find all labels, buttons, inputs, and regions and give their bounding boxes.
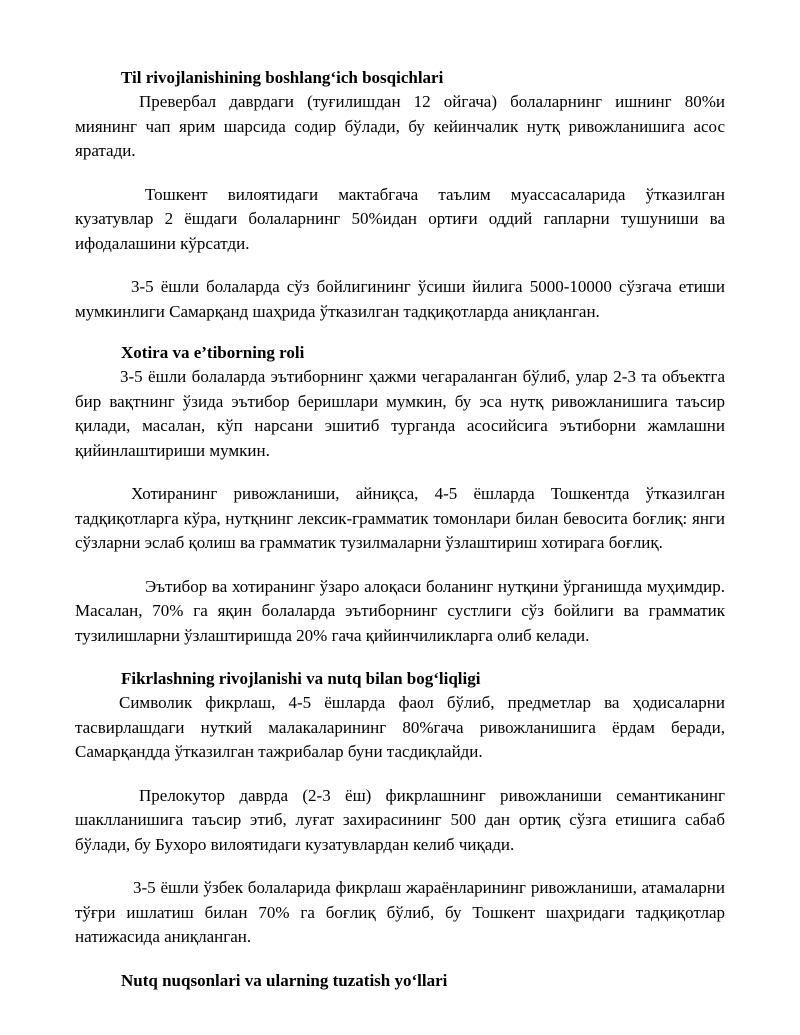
section-heading: Nutq nuqsonlari va ularning tuzatish yo‘llari: [121, 970, 448, 990]
document-page: [75, 66, 725, 993]
paragraph: 3-5 ёшли ўзбек болаларида фикрлаш жараёнларининг ривожланиши, атамаларни тўғри ишлатиш билан 70% га боғлиқ бўлиб, бу Тошкент шаҳридаги тадқиқотлар натижасида аниқланган.: [75, 878, 725, 946]
section-heading: Fikrlashning rivojlanishi va nutq bilan bog‘liqligi: [121, 669, 481, 688]
paragraph: 3-5 ёшли болаларда эътиборнинг ҳажми чегараланган бўлиб, улар 2-3 та объектга бир вақтнинг ўзида эътибор беришлари мумкин, бу эса нутқ ривожланишига таъсир қилади, масалан, кўп нарсани эшитиб турганда асосийсига эътиборни жамлашни қийинлаштириши мумкин.: [75, 367, 725, 460]
paragraph: Эътибор ва хотиранинг ўзаро алоқаси боланинг нутқини ўрганишда муҳимдир. Масалан, 70% га яқин болаларда эътиборнинг сустлиги сўз бойлиги ва грамматик тузилишларни ўзлаштиришда 20% гача қийинчиликларга олиб келади.: [75, 576, 725, 645]
paragraph: Символик фикрлаш, 4-5 ёшларда фаол бўлиб, предметлар ва ҳодисаларни тасвирлашдаги нуткий малакаларининг 80%гача ривожланишига ёрдам беради, Самарқандда ўтказилган тажрибалар буни тасдиқлайди.: [75, 693, 725, 761]
paragraph: Тошкент вилоятидаги мактабгача таълим муассасаларида ўтказилган кузатувлар 2 ёшдаги болаларнинг 50%идан ортиғи оддий гапларни тушуниши ва ифодалашини кўрсатди.: [75, 184, 725, 253]
paragraph: Прелокутор даврда (2-3 ёш) фикрлашнинг ривожланиши семантиканинг шаклланишига таъсир этиб, луғат захирасининг 500 дан ортиқ сўзга етишига сабаб бўлади, бу Бухоро вилоятидаги кузатувлардан келиб чиқади.: [75, 785, 725, 854]
paragraph: Хотиранинг ривожланиши, айниқса, 4-5 ёшларда Тошкентда ўтказилган тадқиқотларга кўра, нутқнинг лексик-грамматик томонлари билан бевосита боғлиқ: янги сўзларни эслаб қолиш ва грамматик тузилмаларни ўзлаштириш хотирага боғлиқ.: [75, 484, 725, 552]
section-heading: Til rivojlanishining boshlang‘ich bosqichlari: [121, 68, 444, 87]
section-heading: Xotira va e’tiborning roli: [121, 343, 305, 362]
paragraph: Превербал даврдаги (туғилишдан 12 ойгача) болаларнинг ишнинг 80%и миянинг чап ярим шарсида содир бўлади, бу кейинчалик нутқ ривожланишига асос яратади.: [75, 92, 725, 160]
paragraph: 3-5 ёшли болаларда сўз бойлигининг ўсиши йилига 5000-10000 сўзгача етиши мумкинлиги Самарқанд шаҳрида ўтказилган тадқиқотларда аниқланган.: [75, 277, 725, 321]
